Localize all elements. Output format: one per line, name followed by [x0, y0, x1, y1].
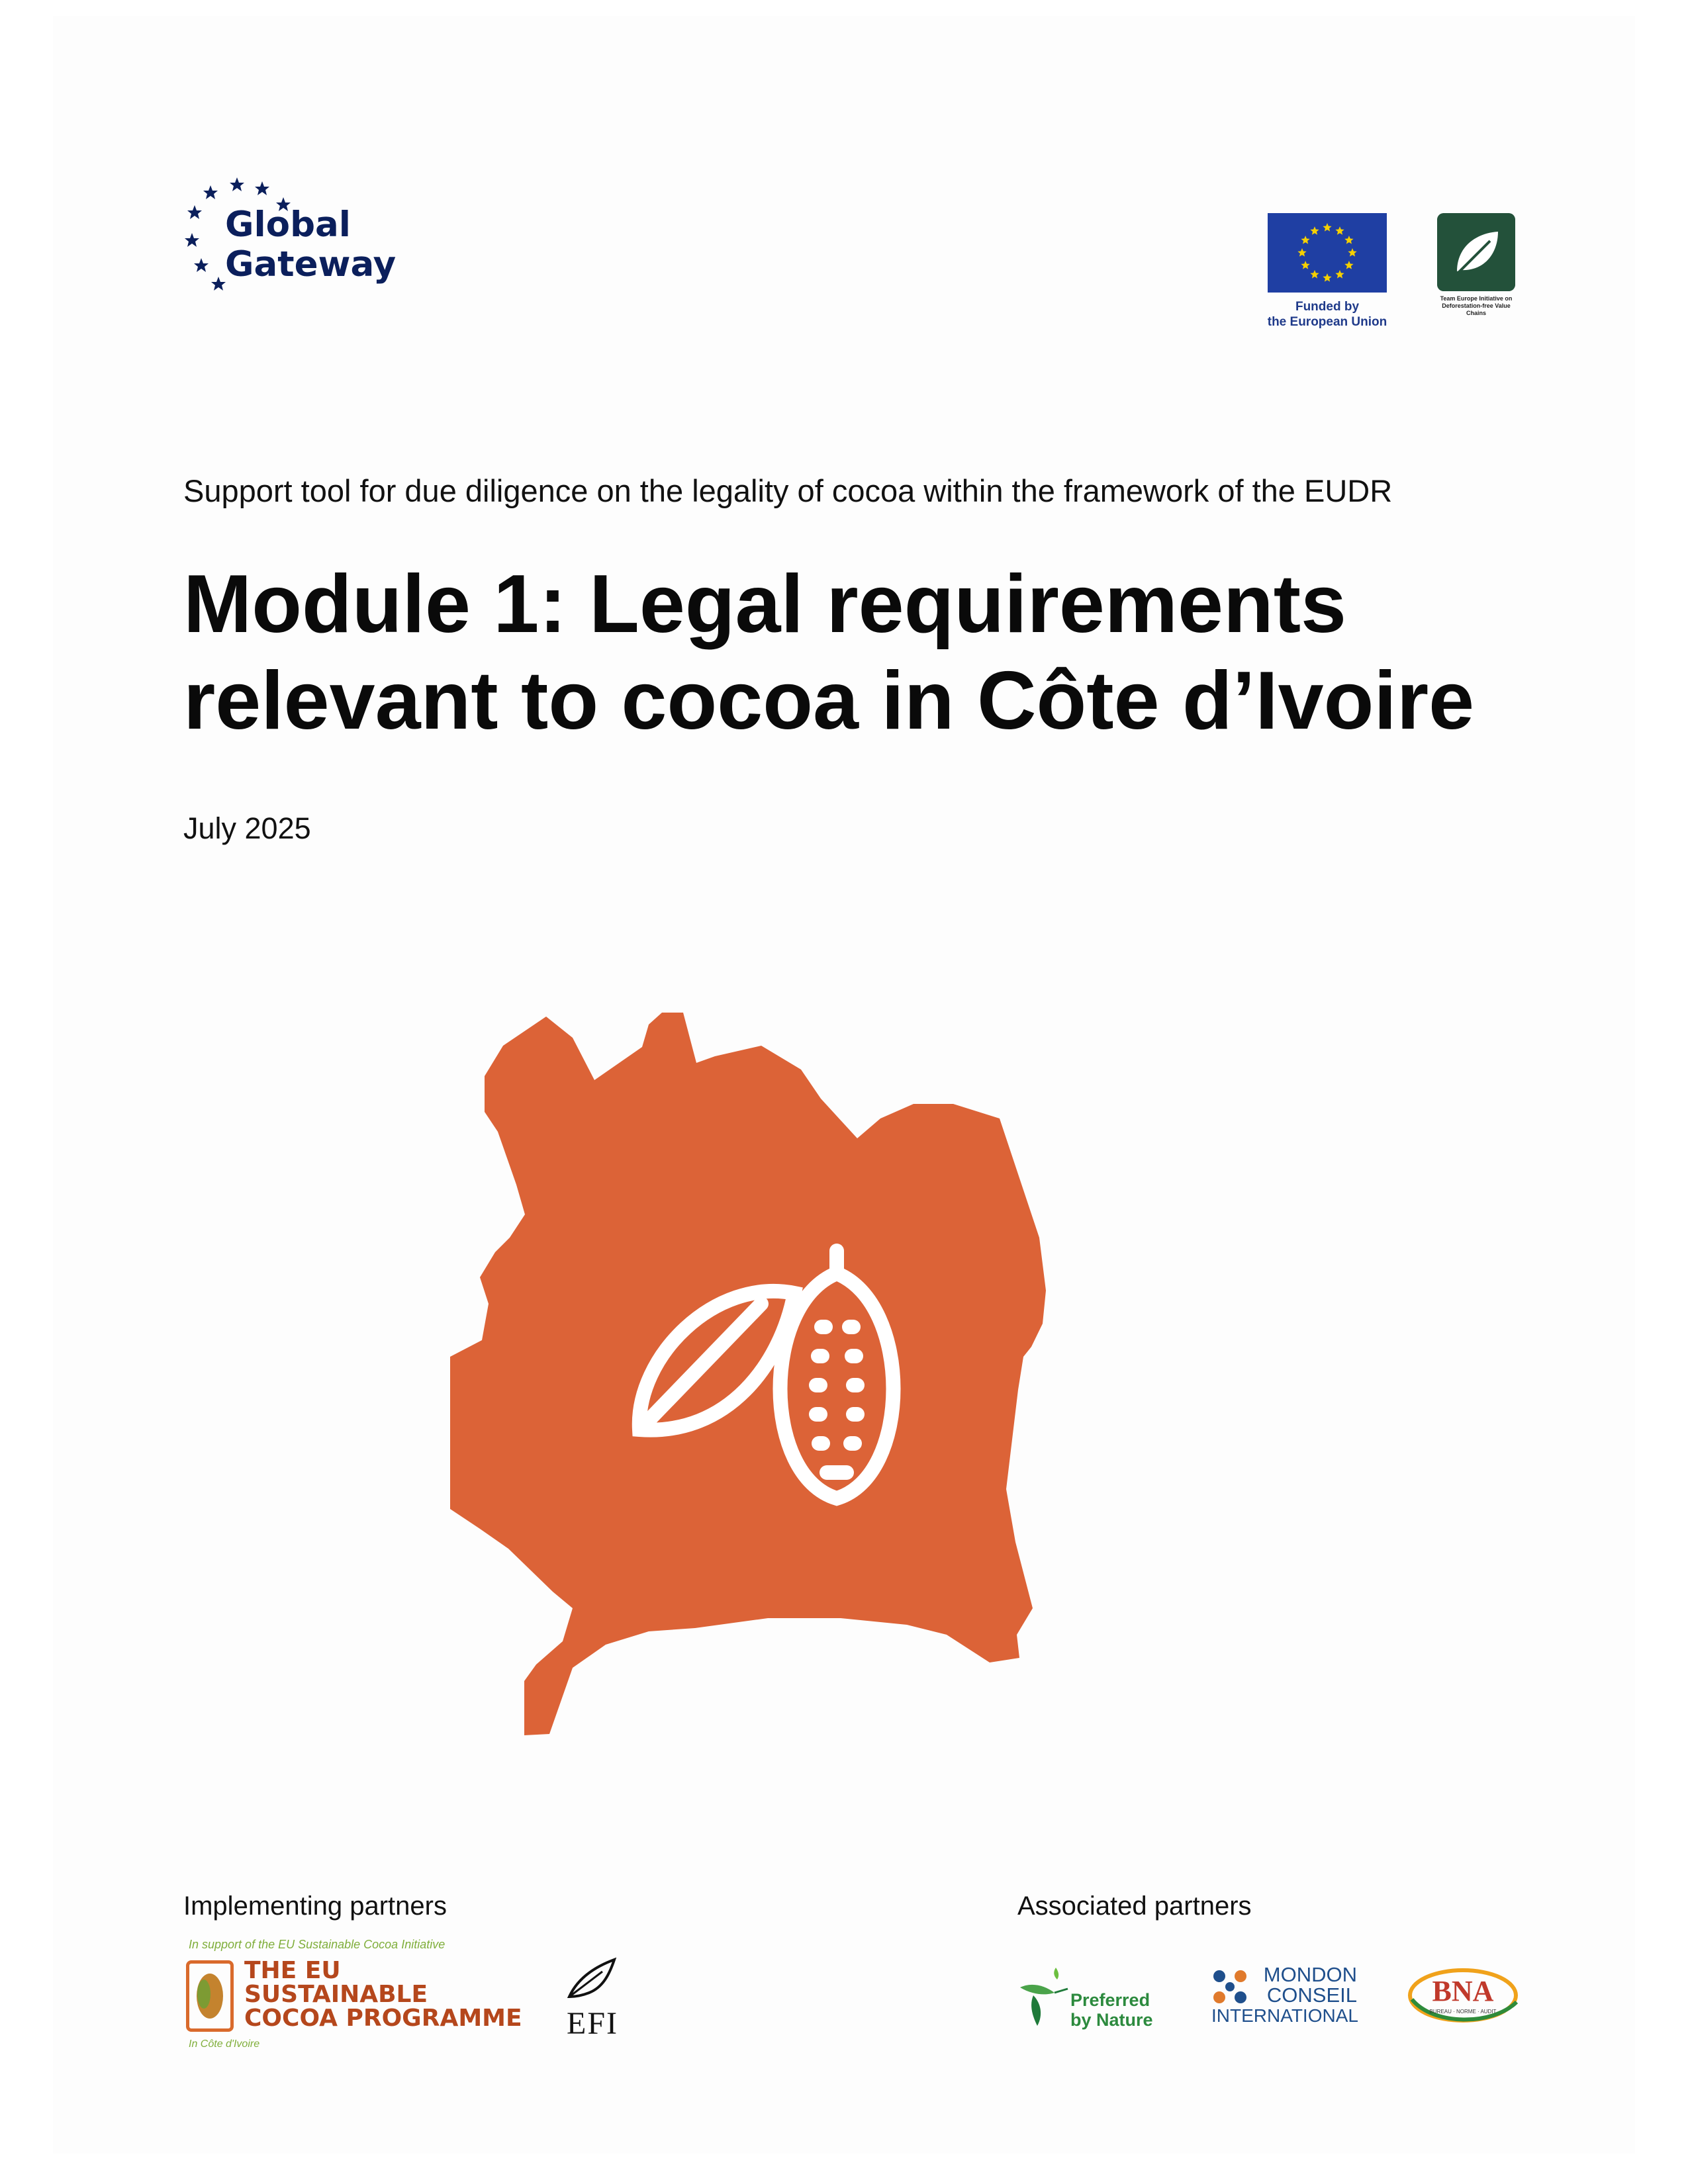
- document-title: [183, 556, 1573, 749]
- eu-sustainable-cocoa-programme-logo: [183, 1938, 522, 2057]
- bna-subline: BUREAU · NORME · AUDIT: [1429, 2009, 1497, 2015]
- cocoa-pod-small-icon: [186, 1960, 234, 2032]
- eu-caption-line1: Funded by: [1295, 300, 1360, 314]
- pbn-line2: by Nature: [1070, 2010, 1153, 2030]
- team-europe-caption: Team Europe Initiative on Deforestation-free Value Chains: [1440, 295, 1513, 316]
- document-subtitle: Support tool for due diligence on the legality of cocoa within the framework of the EUDR: [183, 473, 1393, 508]
- eu-funding-logo: [1264, 213, 1390, 339]
- document-date: July 2025: [183, 811, 311, 845]
- cocoa-name-line1: THE EU: [244, 1957, 341, 1984]
- title-line2: relevant to cocoa in Côte d’Ivoire: [183, 655, 1475, 747]
- efi-wordmark: EFI: [567, 2006, 618, 2041]
- mondon-line1: MONDON: [1263, 1963, 1357, 1986]
- global-gateway-line2: Gateway: [225, 244, 397, 285]
- bna-logo: [1407, 1962, 1526, 2035]
- eu-caption-line2: the European Union: [1267, 315, 1387, 329]
- pbn-line1: Preferred: [1070, 1990, 1150, 2010]
- preferred-by-nature-wordmark: [1070, 1990, 1153, 2030]
- eu-funding-caption: [1264, 299, 1390, 330]
- cocoa-programme-tagline: In support of the EU Sustainable Cocoa Initiative: [189, 1938, 445, 1951]
- oak-leaf-icon: [563, 1956, 622, 2002]
- mondon-wordmark: [1211, 1964, 1357, 2026]
- team-europe-logo: [1433, 213, 1519, 326]
- title-line1: Module 1: Legal requirements: [183, 559, 1347, 650]
- bna-wordmark: BNA: [1432, 1975, 1494, 2007]
- leaf-icon: [1437, 213, 1515, 291]
- implementing-partners-label: Implementing partners: [183, 1891, 447, 1921]
- cocoa-name-line2: SUSTAINABLE: [244, 1981, 428, 2008]
- global-gateway-line1: Global: [225, 205, 351, 245]
- cocoa-name-line3: COCOA PROGRAMME: [244, 2005, 522, 2032]
- mondon-line2: CONSEIL: [1266, 1983, 1357, 2007]
- mondon-line3: INTERNATIONAL: [1211, 2005, 1358, 2026]
- global-gateway-wordmark: [225, 205, 396, 285]
- cocoa-programme-location: In Côte d'Ivoire: [189, 2038, 260, 2050]
- efi-logo: [563, 1956, 622, 2048]
- preferred-by-nature-logo: [1017, 1962, 1170, 2035]
- global-gateway-logo: [184, 173, 409, 299]
- associated-partners-label: Associated partners: [1017, 1891, 1252, 1921]
- mondon-conseil-international-logo: [1211, 1964, 1357, 2030]
- cocoa-programme-name: [244, 1959, 522, 2030]
- eu-flag-icon: [1268, 213, 1387, 293]
- cote-divoire-map-icon: [450, 1013, 1132, 1741]
- hummingbird-icon: [1017, 1962, 1070, 2028]
